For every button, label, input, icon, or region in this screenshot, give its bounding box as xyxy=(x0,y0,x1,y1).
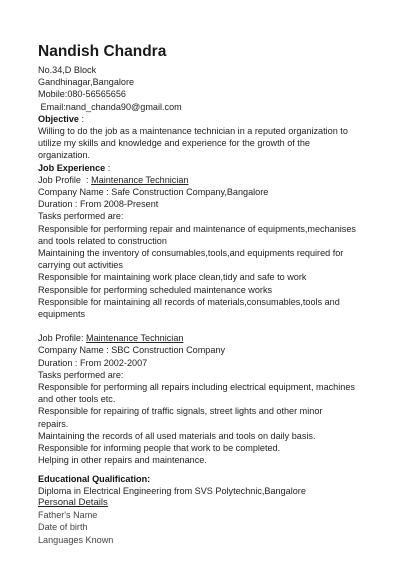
task-item: Responsible for maintaining work place clean,tidy and safe to work xyxy=(38,272,307,283)
task-item: Helping in other repairs and maintenance. xyxy=(38,455,207,466)
objective-heading-text: Objective xyxy=(38,113,79,124)
tasks-label: Tasks performed are: xyxy=(38,211,124,222)
experience-heading-text: Job Experience xyxy=(38,162,106,173)
objective-heading-colon: : xyxy=(78,113,85,124)
objective-text: Willing to do the job as a maintenance technician in a reputed organization to utilize my skills and knowledge and experience for the growth of the organization. xyxy=(38,126,348,161)
task-item: Responsible for maintaining all records of materials,consumables,tools and equipments xyxy=(38,296,340,320)
personal-item-date-of-birth: Date of birth xyxy=(38,522,88,533)
education-heading: Educational Qualification: xyxy=(38,473,151,484)
tasks-label: Tasks performed are: xyxy=(38,369,124,380)
job-entry-1 xyxy=(38,174,398,320)
job-profile-label: Job Profile : xyxy=(38,174,92,185)
experience-heading-colon: : xyxy=(105,162,111,173)
personal-details-heading: Personal Details xyxy=(38,496,108,508)
task-item: Responsible for informing people that work to be completed. xyxy=(38,443,281,454)
job-profile-title: Maintenance Technician xyxy=(86,333,184,344)
job-duration: Duration : From 2008-Present xyxy=(38,199,159,210)
job-profile xyxy=(38,332,398,344)
experience-heading xyxy=(38,162,398,174)
task-item: Responsible for performing all repairs including electrical equipment, machines and other tools etc. xyxy=(38,382,355,405)
task-item: Responsible for repairing of traffic signals, street lights and other minor repairs. xyxy=(38,406,323,429)
job-entry-2 xyxy=(38,332,398,466)
task-item: Responsible for performing repair and maintenance of equipments,mechanises and tools related to construction xyxy=(38,223,356,246)
company-name: Company Name : Safe Construction Company,Bangalore xyxy=(38,187,269,198)
task-item: Maintaining the inventory of consumables,tools,and equipments required for carrying out activities xyxy=(38,248,344,271)
job-duration: Duration : From 2002-2007 xyxy=(38,357,148,368)
job-profile-label: Job Profile: xyxy=(38,333,87,344)
candidate-name: Nandish Chandra xyxy=(38,43,167,60)
mobile-number: Mobile:080-56565656 xyxy=(38,89,126,100)
education-text: Diploma in Electrical Engineering from SVS Polytechnic,Bangalore xyxy=(38,485,306,496)
resume-content xyxy=(38,43,398,546)
objective-heading xyxy=(38,113,398,125)
job-profile xyxy=(38,174,398,186)
task-item: Maintaining the records of all used materials and tools on daily basis. xyxy=(38,430,316,441)
task-item: Responsible for performing scheduled maintenance works xyxy=(38,284,273,295)
company-name: Company Name : SBC Construction Company xyxy=(38,345,226,356)
job-profile-title: Maintenance Technician xyxy=(91,174,189,185)
personal-item-languages: Languages Known xyxy=(38,534,114,545)
email-address: Email:nand_chanda90@gmail.com xyxy=(38,101,182,112)
address-line-2: Gandhinagar,Bangalore xyxy=(38,77,135,88)
section-spacer xyxy=(38,320,398,332)
address-line-1: No.34,D Block xyxy=(38,65,97,75)
personal-item-fathers-name: Father's Name xyxy=(38,510,98,521)
